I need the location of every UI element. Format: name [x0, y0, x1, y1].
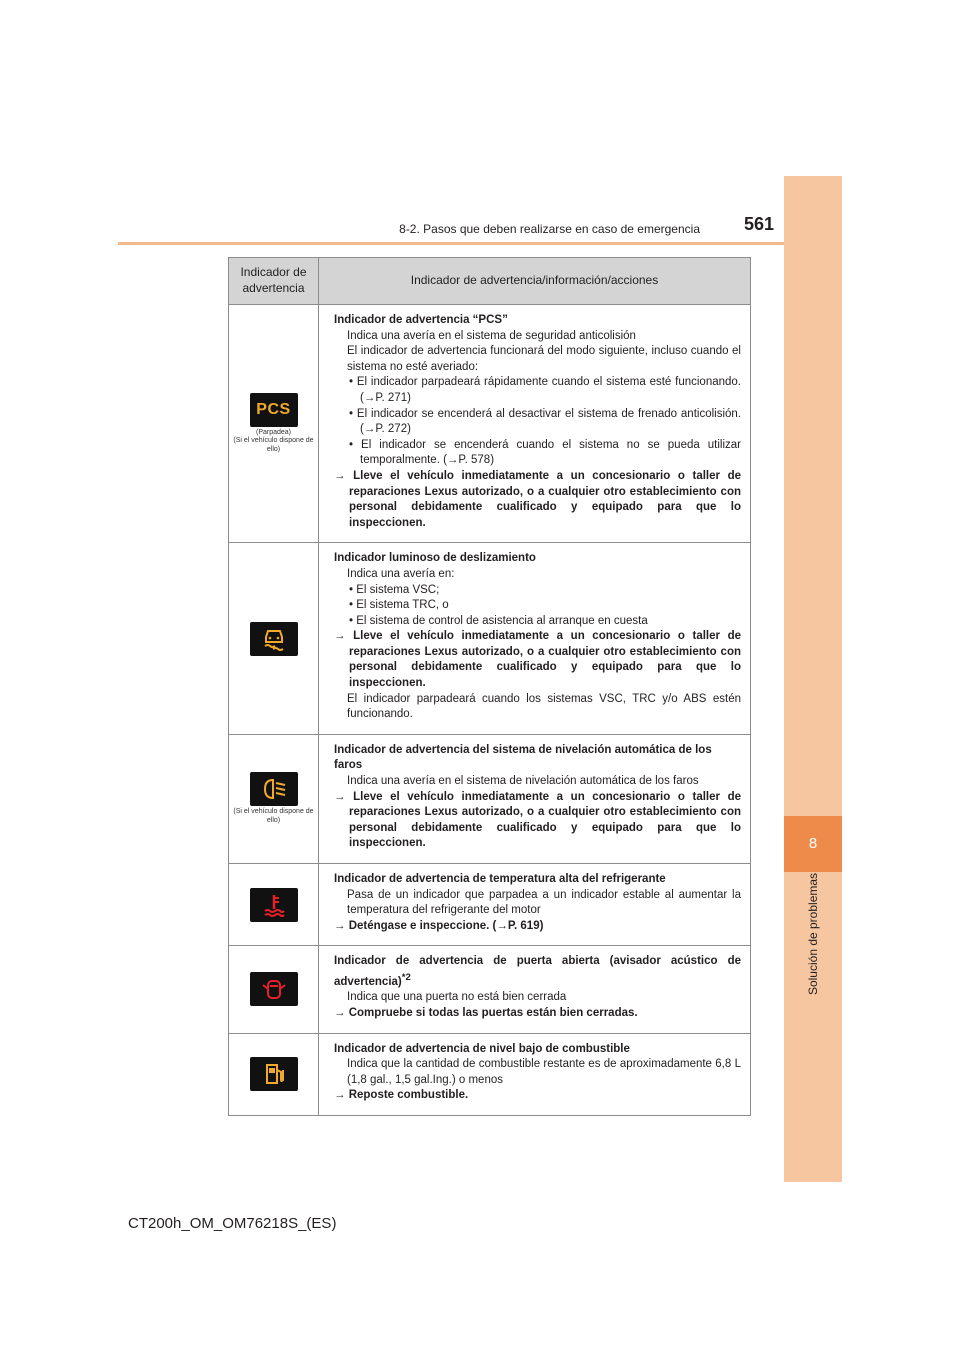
coolant-temperature-icon — [250, 888, 298, 922]
side-tab-chapter-label: Solución de problemas — [806, 872, 820, 996]
row-text: El indicador de advertencia funcionará del modo siguiente, incluso cuando el sistema no esté averiado: — [347, 345, 741, 373]
table-row — [229, 734, 751, 863]
bullet-item: • El sistema de control de asistencia al arranque en cuesta — [349, 614, 648, 627]
action-text: → Reposte combustible. — [334, 1089, 469, 1102]
icon-caption: (Si el vehículo dispone de ello) — [233, 808, 314, 824]
thermometer-icon — [261, 892, 287, 918]
row-title: Indicador luminoso de deslizamiento — [334, 552, 536, 565]
table-row — [229, 1033, 751, 1115]
action-text: → Lleve el vehículo inmediatamente a un concesionario o taller de reparaciones Lexus autorizado, o a cualquier otro establecimiento con personal debidamente cualificado y equipado para que lo inspeccionen. — [334, 630, 741, 690]
column-header-description: Indicador de advertencia/información/acciones — [319, 258, 751, 305]
bullet-item: • El indicador parpadeará rápidamente cuando el sistema esté funcionando. (→P. 271) — [349, 376, 741, 404]
table-row — [229, 543, 751, 735]
icon-caption: (Parpadea) (Si el vehículo dispone de ello) — [233, 428, 314, 453]
bullet-item: • El sistema VSC; — [349, 583, 440, 596]
bullet-item: • El sistema TRC, o — [349, 599, 449, 612]
row-text: Indica que la cantidad de combustible restante es de aproximadamente 6,8 L (1,8 gal., 1,5 gal.Ing.) o menos — [347, 1058, 741, 1086]
warning-table — [228, 257, 751, 1116]
pcs-icon-label: PCS — [256, 401, 291, 419]
page-number: 561 — [744, 214, 775, 234]
action-text: → Compruebe si todas las puertas están bien cerradas. — [334, 1006, 638, 1019]
action-text: → Lleve el vehículo inmediatamente a un concesionario o taller de reparaciones Lexus autorizado, o a cualquier otro establecimiento con personal debidamente cualificado y equipado para que lo inspeccionen. — [334, 790, 741, 850]
table-header-row — [229, 258, 751, 305]
pcs-warning-icon — [250, 393, 298, 427]
door-open-icon — [250, 972, 298, 1006]
row-text: Indica que una puerta no está bien cerrada — [347, 991, 567, 1004]
table-row — [229, 864, 751, 946]
row-title: Indicador de advertencia “PCS” — [334, 314, 508, 326]
bullet-item: • El indicador se encenderá al desactivar el sistema de frenado anticolisión. (→P. 272) — [349, 407, 741, 436]
row-text: Pasa de un indicador que parpadea a un indicador estable al aumentar la temperatura del refrigerante del motor — [347, 888, 741, 917]
car-door-icon — [260, 975, 288, 1003]
row-title: Indicador de advertencia de temperatura alta del refrigerante — [334, 873, 666, 885]
low-fuel-icon — [250, 1057, 298, 1091]
table-row — [229, 305, 751, 543]
row-note: El indicador parpadeará cuando los sistemas VSC, TRC y/o ABS estén funcionando. — [347, 692, 741, 721]
row-text: Indica una avería en: — [347, 567, 455, 580]
section-title: 8-2. Pasos que deben realizarse en caso de emergencia — [399, 222, 700, 236]
headlight-leveling-icon — [250, 772, 298, 806]
footnote-marker: *2 — [401, 971, 411, 983]
row-title: Indicador de advertencia del sistema de nivelación automática de los faros — [334, 743, 712, 772]
row-title: Indicador de advertencia de nivel bajo de combustible — [334, 1042, 630, 1055]
side-tab-chapter-number: 8 — [784, 816, 842, 872]
action-text: → Deténgase e inspeccione. (→P. 619) — [334, 919, 544, 932]
bullet-item: • El indicador se encenderá cuando el sistema no se pueda utilizar temporalmente. (→P. 578) — [349, 438, 741, 467]
side-tab-background — [784, 176, 842, 1182]
document-code: CT200h_OM_OM76218S_(ES) — [128, 1215, 337, 1232]
row-text: Indica una avería en el sistema de seguridad anticolisión — [347, 329, 636, 342]
row-title: Indicador de advertencia de puerta abierta (avisador acústico de advertencia)$^{*2}$ — [334, 955, 741, 988]
fuel-pump-icon — [261, 1061, 287, 1087]
headlight-icon — [259, 777, 289, 801]
slip-indicator-icon — [250, 622, 298, 656]
column-header-indicator: Indicador de advertencia — [229, 258, 319, 305]
table-row — [229, 946, 751, 1033]
slip-car-icon — [259, 625, 289, 653]
row-text: Indica una avería en el sistema de nivelación automática de los faros — [347, 775, 699, 788]
header-rule — [118, 242, 784, 245]
action-text: → Lleve el vehículo inmediatamente a un concesionario o taller de reparaciones Lexus autorizado, o a cualquier otro establecimiento con personal debidamente cualificado y equipado para que lo inspeccionen. — [334, 469, 741, 529]
